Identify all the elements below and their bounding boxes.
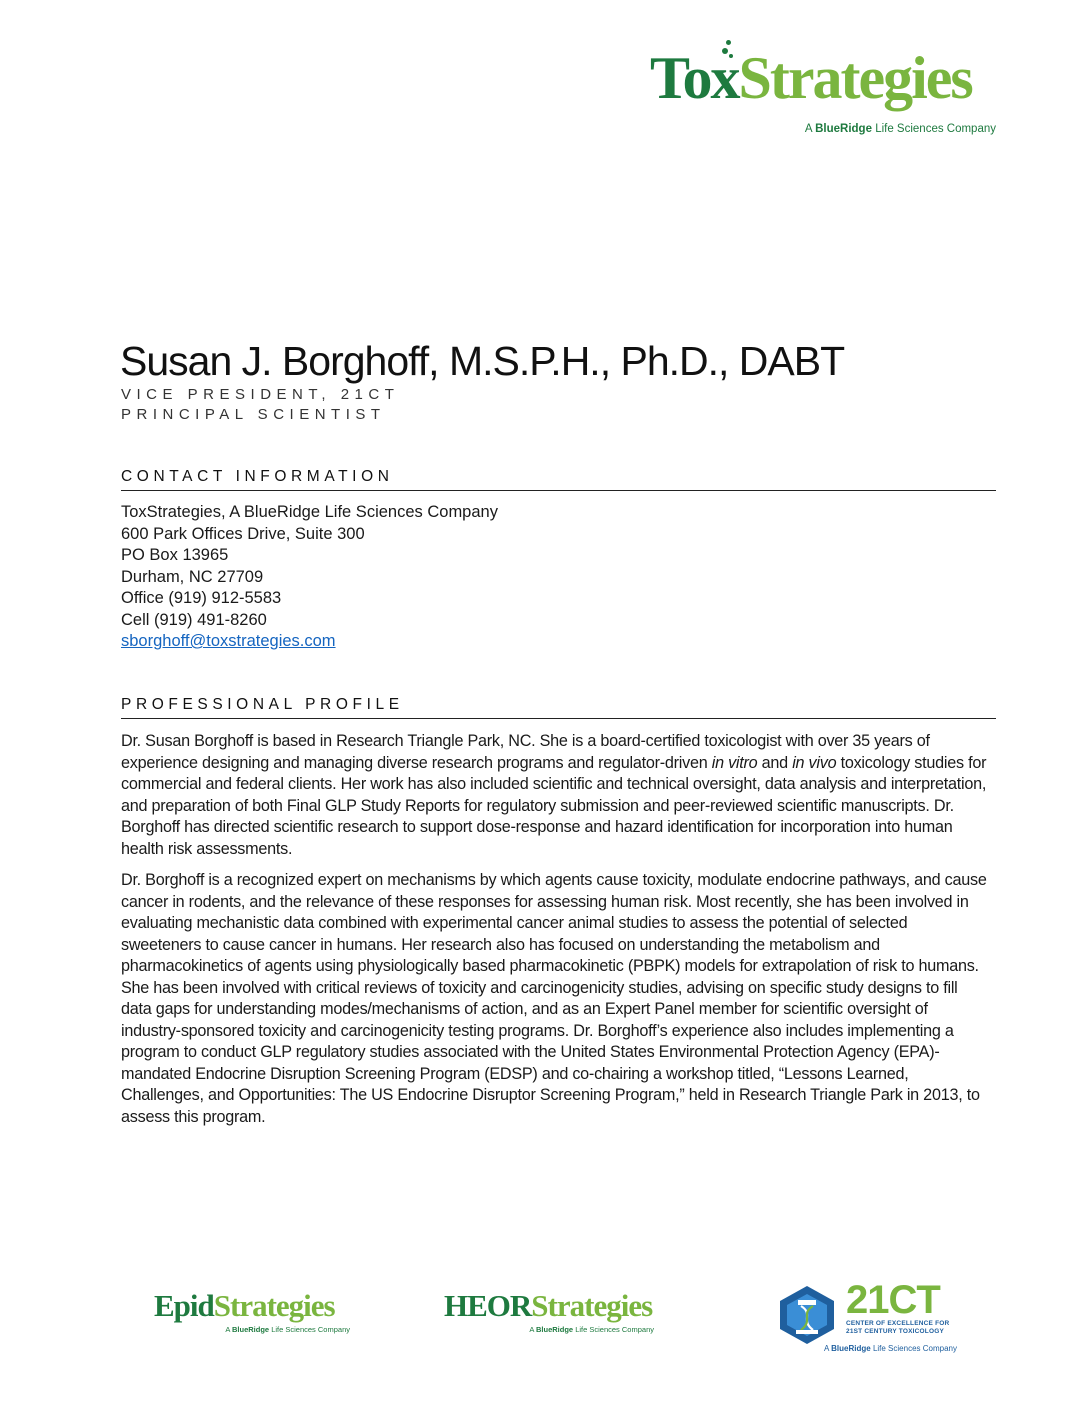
epid-tag-suffix: Life Sciences Company — [271, 1325, 350, 1334]
person-title-2: PRINCIPAL SCIENTIST — [121, 406, 386, 423]
heorstrategies-logo — [444, 1290, 654, 1334]
p1-text-a: Dr. Susan Borghoff is based in Research Triangle Park, NC. She is a board-certified toxicologist with over 35 years of experience designing and managing diverse research programs and regulator-driven — [121, 732, 930, 772]
heor-word-light: Strategies — [531, 1288, 653, 1323]
epid-wordmark — [154, 1290, 350, 1321]
p1-text-b: toxicology studies for commercial and federal clients. Her work has also included scientific and technical oversight, data analysis and interpretation, and preparation of both Final GLP Study Reports for regulatory submission and peer-reviewed scientific manuscripts. Dr. Borghoff has directed scientific research to support dose-response and hazard identification for incorporation into human health risk assessments. — [121, 753, 987, 858]
heor-tag-brand: BlueRidge — [536, 1325, 574, 1334]
profile-heading: PROFESSIONAL PROFILE — [121, 696, 996, 719]
logo-word-tox: Tox — [650, 45, 739, 111]
contact-company: ToxStrategies, A BlueRidge Life Sciences Company — [121, 503, 498, 521]
21ct-logo — [776, 1278, 966, 1354]
epid-tag-brand: BlueRidge — [232, 1325, 270, 1334]
ct-tag-brand: BlueRidge — [831, 1344, 871, 1353]
logo-wordmark — [650, 45, 972, 111]
epidstrategies-logo — [154, 1290, 350, 1334]
toxstrategies-logo — [648, 42, 1000, 142]
21ct-number: 21CT — [846, 1278, 940, 1322]
tag-brand: BlueRidge — [815, 123, 872, 135]
contact-address: 600 Park Offices Drive, Suite 300 — [121, 524, 365, 543]
21ct-tagline — [824, 1344, 957, 1353]
heor-tag-prefix: A — [529, 1325, 534, 1334]
contact-cell-phone: Cell (919) 491-8260 — [121, 610, 267, 629]
heor-tagline — [444, 1325, 654, 1334]
epid-word-light: Strategies — [213, 1288, 335, 1323]
p1-text-and: and — [757, 753, 793, 772]
hexagon-dna-icon — [776, 1284, 838, 1346]
person-name: Susan J. Borghoff, M.S.P.H., Ph.D., DABT — [120, 338, 845, 384]
contact-email-link[interactable]: sborghoff@toxstrategies.com — [121, 632, 336, 650]
21ct-line-2: 21ST CENTURY TOXICOLOGY — [846, 1328, 945, 1335]
heor-wordmark — [444, 1290, 654, 1321]
tag-suffix: Life Sciences Company — [875, 123, 996, 135]
heor-tag-suffix: Life Sciences Company — [575, 1325, 654, 1334]
contact-city: Durham, NC 27709 — [121, 567, 264, 586]
epid-tag-prefix: A — [225, 1325, 230, 1334]
profile-body — [121, 731, 991, 1138]
contact-block — [121, 502, 498, 653]
logo-tagline — [805, 123, 996, 135]
epid-word-dark: Epid — [154, 1288, 214, 1323]
ct-tag-prefix: A — [824, 1344, 829, 1353]
tag-prefix: A — [804, 123, 812, 135]
ct-tag-suffix: Life Sciences Company — [872, 1344, 957, 1353]
p1-italic-in-vivo: in vivo — [792, 753, 837, 772]
21ct-line-1: CENTER OF EXCELLENCE FOR — [846, 1320, 950, 1327]
contact-po-box: PO Box 13965 — [121, 546, 229, 564]
p1-italic-in-vitro: in vitro — [711, 753, 758, 772]
heor-word-dark: HEOR — [444, 1288, 532, 1323]
person-title-1: VICE PRESIDENT, 21CT — [121, 386, 400, 403]
profile-paragraph-1 — [121, 731, 991, 860]
logo-word-strategies: Strategies — [738, 45, 972, 111]
contact-office-phone: Office (919) 912-5583 — [121, 589, 282, 607]
epid-tagline — [154, 1325, 350, 1334]
contact-heading: CONTACT INFORMATION — [121, 468, 996, 491]
profile-paragraph-2: Dr. Borghoff is a recognized expert on mechanisms by which agents cause toxicity, modulate endocrine pathways, and cause cancer in rodents, and the relevance of these responses for assessing human risk. Most recently, she has been involved in evaluating mechanistic data combined with experimental cancer animal studies to assess the potential of selected sweeteners to cause cancer in humans. Her research also has focused on understanding the metabolism and pharmacokinetics of agents using physiologically based pharmacokinetic (PBPK) models for extrapolation of risk to humans. She has been involved with critical reviews of toxicity and carcinogenicity studies, advising on specific study designs to fill data gaps for understanding modes/mechanisms of action, and as an Expert Panel member for scientific oversight of industry-sponsored toxicity and carcinogenicity testing programs. Dr. Borghoff’s experience also includes implementing a program to conduct GLP regulatory studies associated with the United States Environmental Protection Agency (EPA)-mandated Endocrine Disruption Screening Program (EDSP) and co-chairing a workshop titled, “Lessons Learned, Challenges, and Opportunities: The US Endocrine Disruptor Screening Program,” held in Research Triangle Park in 2013, to assess this program. — [121, 871, 987, 1126]
